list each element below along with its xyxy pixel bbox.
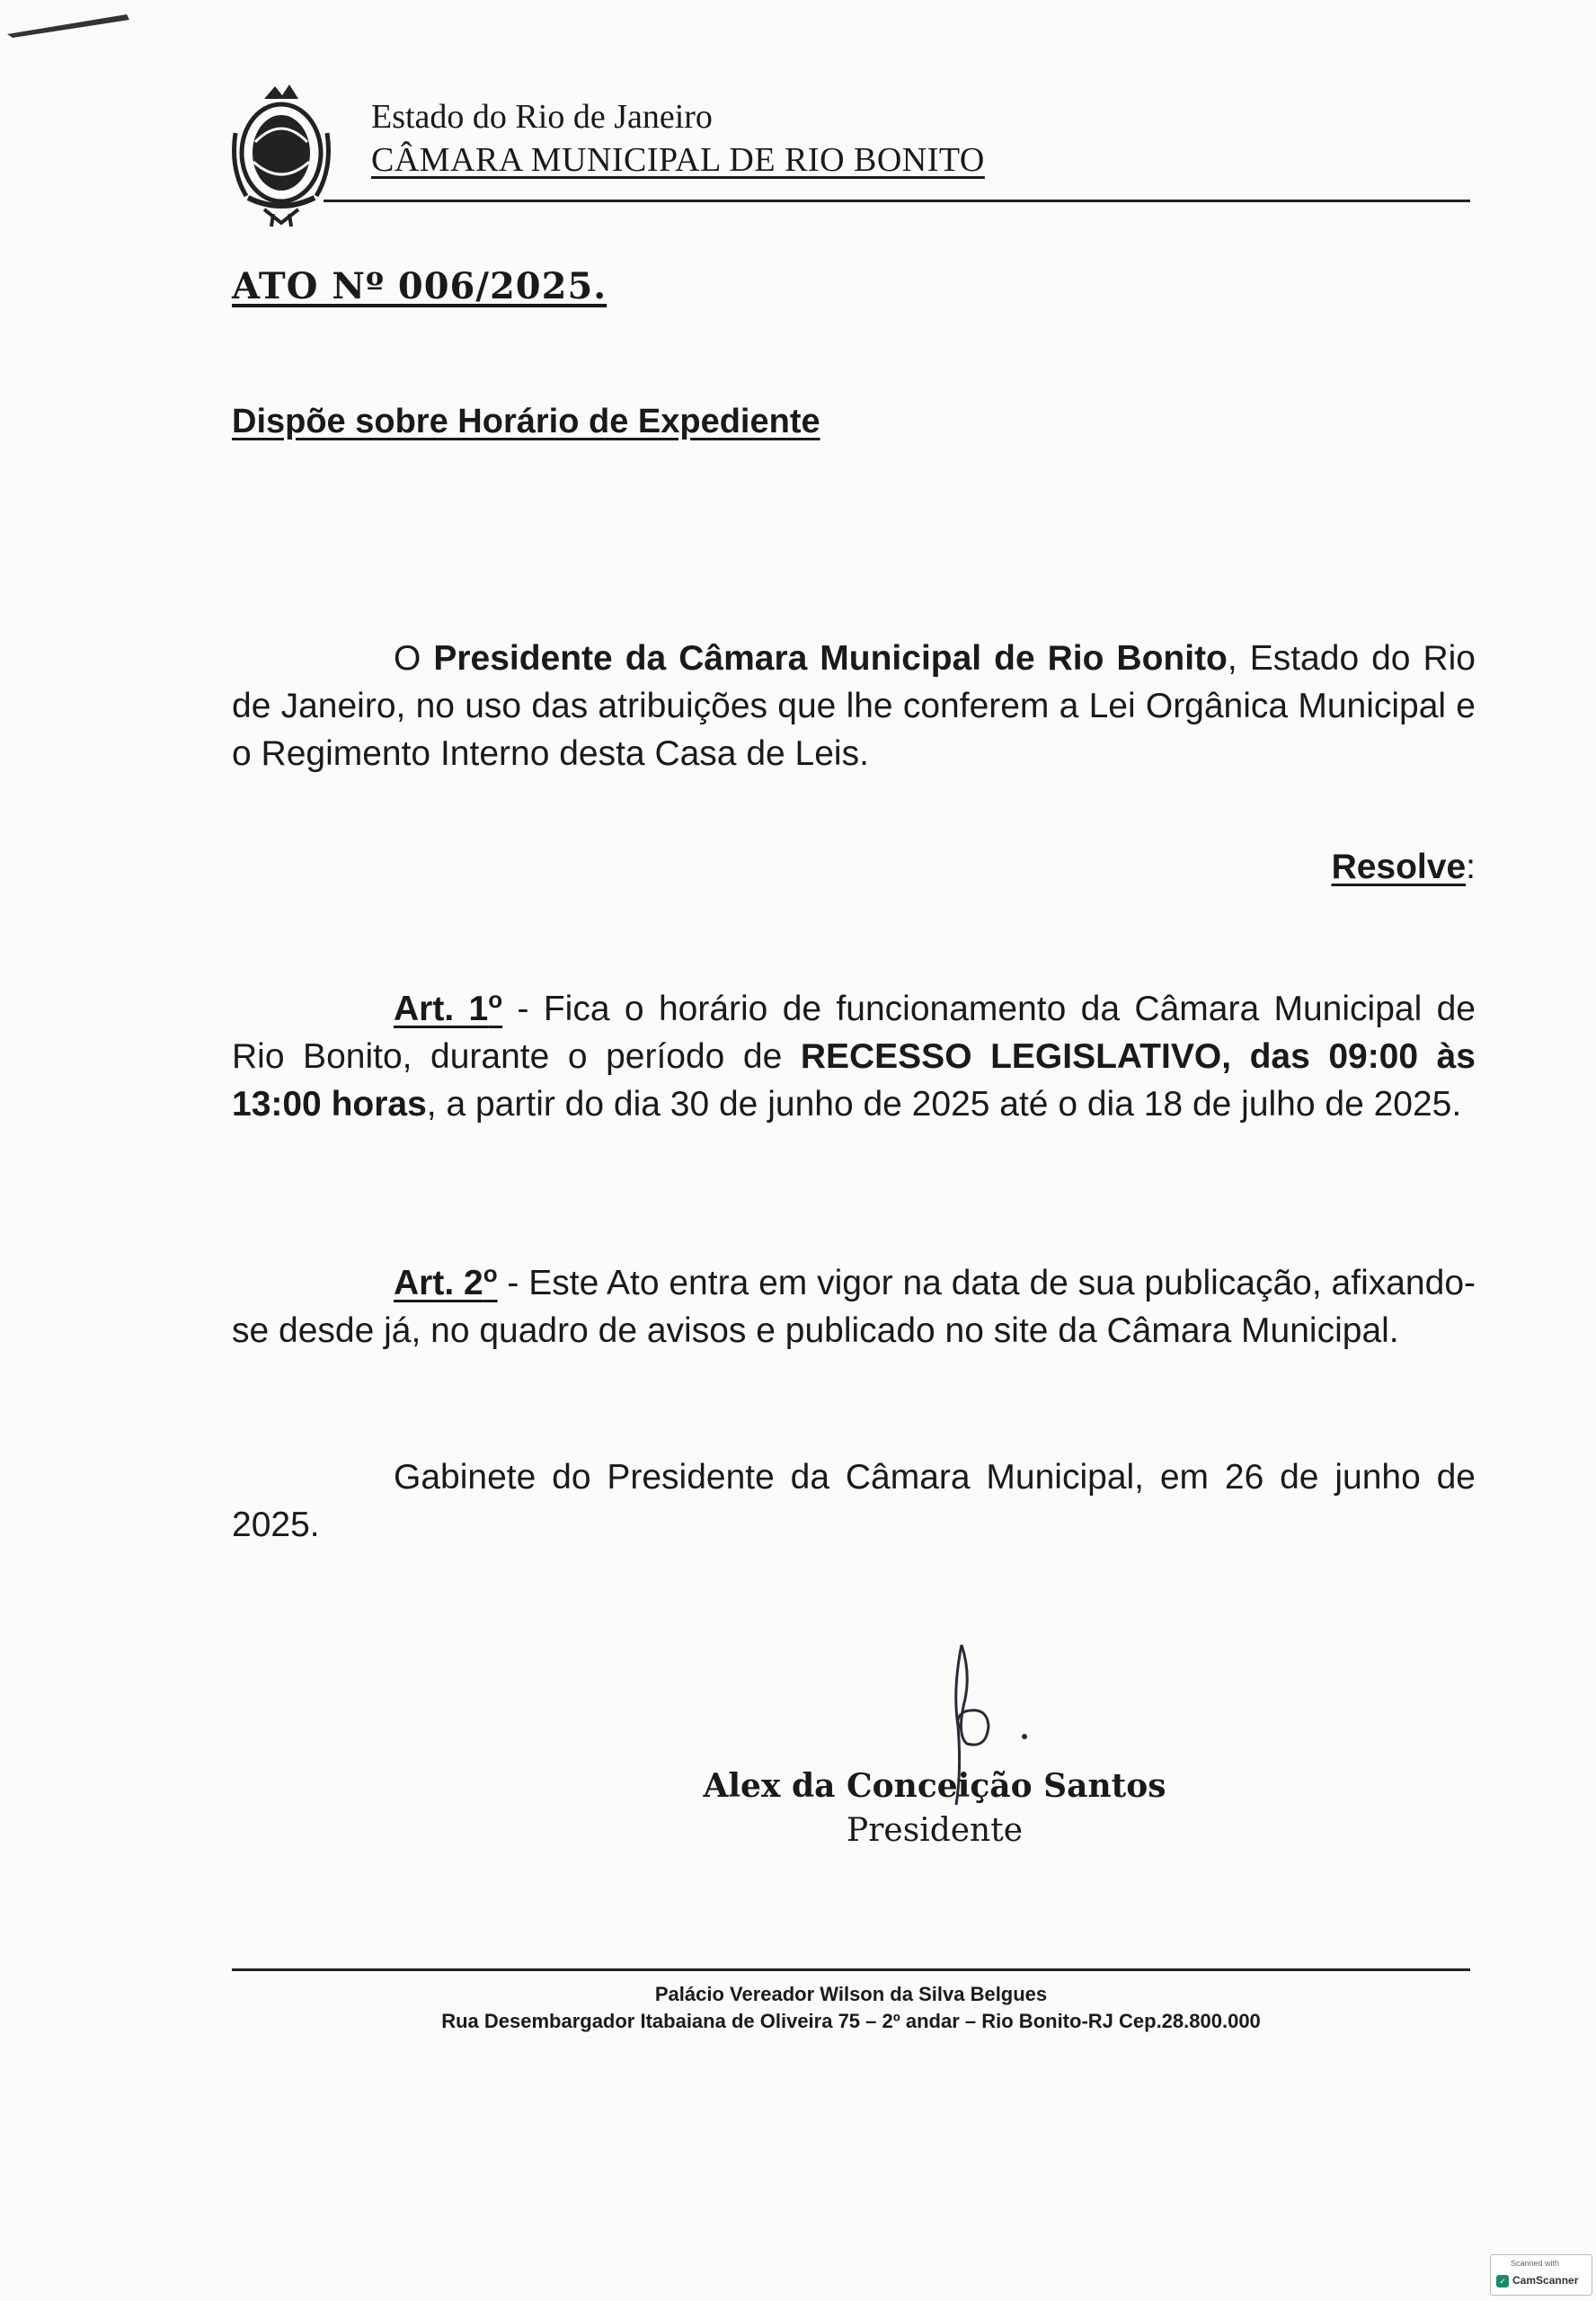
resolve-colon: : bbox=[1466, 848, 1476, 886]
article-1-text-a: - Fica o horário de funcionamento da Câmara Municipal de Rio Bonito, durante o período de bbox=[232, 990, 1476, 1076]
intro-lead: O bbox=[394, 639, 434, 678]
article-1-ordinal: o bbox=[488, 986, 503, 1013]
camscanner-icon: ✓ bbox=[1496, 2275, 1509, 2288]
article-2-text: - Este Ato entra em vigor na data de sua publicação, afixando-se desde já, no quadro de avisos e publicado no site da Câmara Municipal. bbox=[232, 1264, 1476, 1350]
footer-address: Rua Desembargador Itabaiana de Oliveira 75 – 2º andar – Rio Bonito-RJ Cep.28.800.000 bbox=[441, 2010, 1261, 2032]
article-2-number: Art. 2 bbox=[394, 1264, 483, 1302]
signer-name: Alex da Conceição Santos bbox=[703, 1767, 1166, 1805]
article-1-paragraph bbox=[232, 976, 1476, 1128]
resolve-label: Resolve bbox=[1331, 848, 1467, 886]
state-name: Estado do Rio de Janeiro bbox=[371, 98, 713, 136]
article-2-label bbox=[394, 1260, 498, 1302]
signer-role: Presidente bbox=[846, 1812, 1024, 1849]
act-subject: Dispõe sobre Horário de Expediente bbox=[232, 403, 820, 440]
signature-block bbox=[683, 1764, 1186, 1853]
intro-bold: Presidente da Câmara Municipal de Rio Bonito bbox=[433, 639, 1228, 678]
scanner-badge-brand: CamScanner bbox=[1512, 2274, 1579, 2287]
footer bbox=[232, 1981, 1470, 2035]
scanner-badge bbox=[1490, 2254, 1592, 2296]
intro-paragraph bbox=[232, 635, 1476, 777]
intro-rest: , Estado do Rio de Janeiro, no uso das atribuições que lhe conferem a Lei Orgânica Municipal e o Regimento Interno desta Casa de Leis. bbox=[232, 639, 1476, 773]
coat-of-arms-logo bbox=[228, 79, 334, 228]
article-1-label bbox=[394, 986, 503, 1028]
article-1-bold: RECESSO LEGISLATIVO, das 09:00 às 13:00 horas bbox=[232, 1037, 1476, 1124]
scanner-badge-caption: Scanned with bbox=[1511, 2259, 1560, 2268]
resolve-heading bbox=[1332, 843, 1476, 891]
letterhead bbox=[371, 95, 985, 182]
act-number: ATO Nº 006/2025. bbox=[232, 265, 607, 307]
article-2-ordinal: o bbox=[483, 1260, 498, 1287]
pen-mark bbox=[5, 7, 131, 43]
footer-divider bbox=[232, 1968, 1470, 1971]
article-1-number: Art. 1 bbox=[394, 990, 489, 1028]
footer-building: Palácio Vereador Wilson da Silva Belgues bbox=[654, 1983, 1048, 2005]
header-divider bbox=[324, 200, 1470, 202]
closing-text: Gabinete do Presidente da Câmara Municipal, em 26 de junho de 2025. bbox=[232, 1458, 1476, 1544]
article-2-paragraph bbox=[232, 1250, 1476, 1355]
closing-paragraph bbox=[232, 1453, 1476, 1549]
organization-name: CÂMARA MUNICIPAL DE RIO BONITO bbox=[371, 141, 985, 179]
article-1-text-b: , a partir do dia 30 de junho de 2025 até o dia 18 de julho de 2025. bbox=[426, 1085, 1462, 1124]
